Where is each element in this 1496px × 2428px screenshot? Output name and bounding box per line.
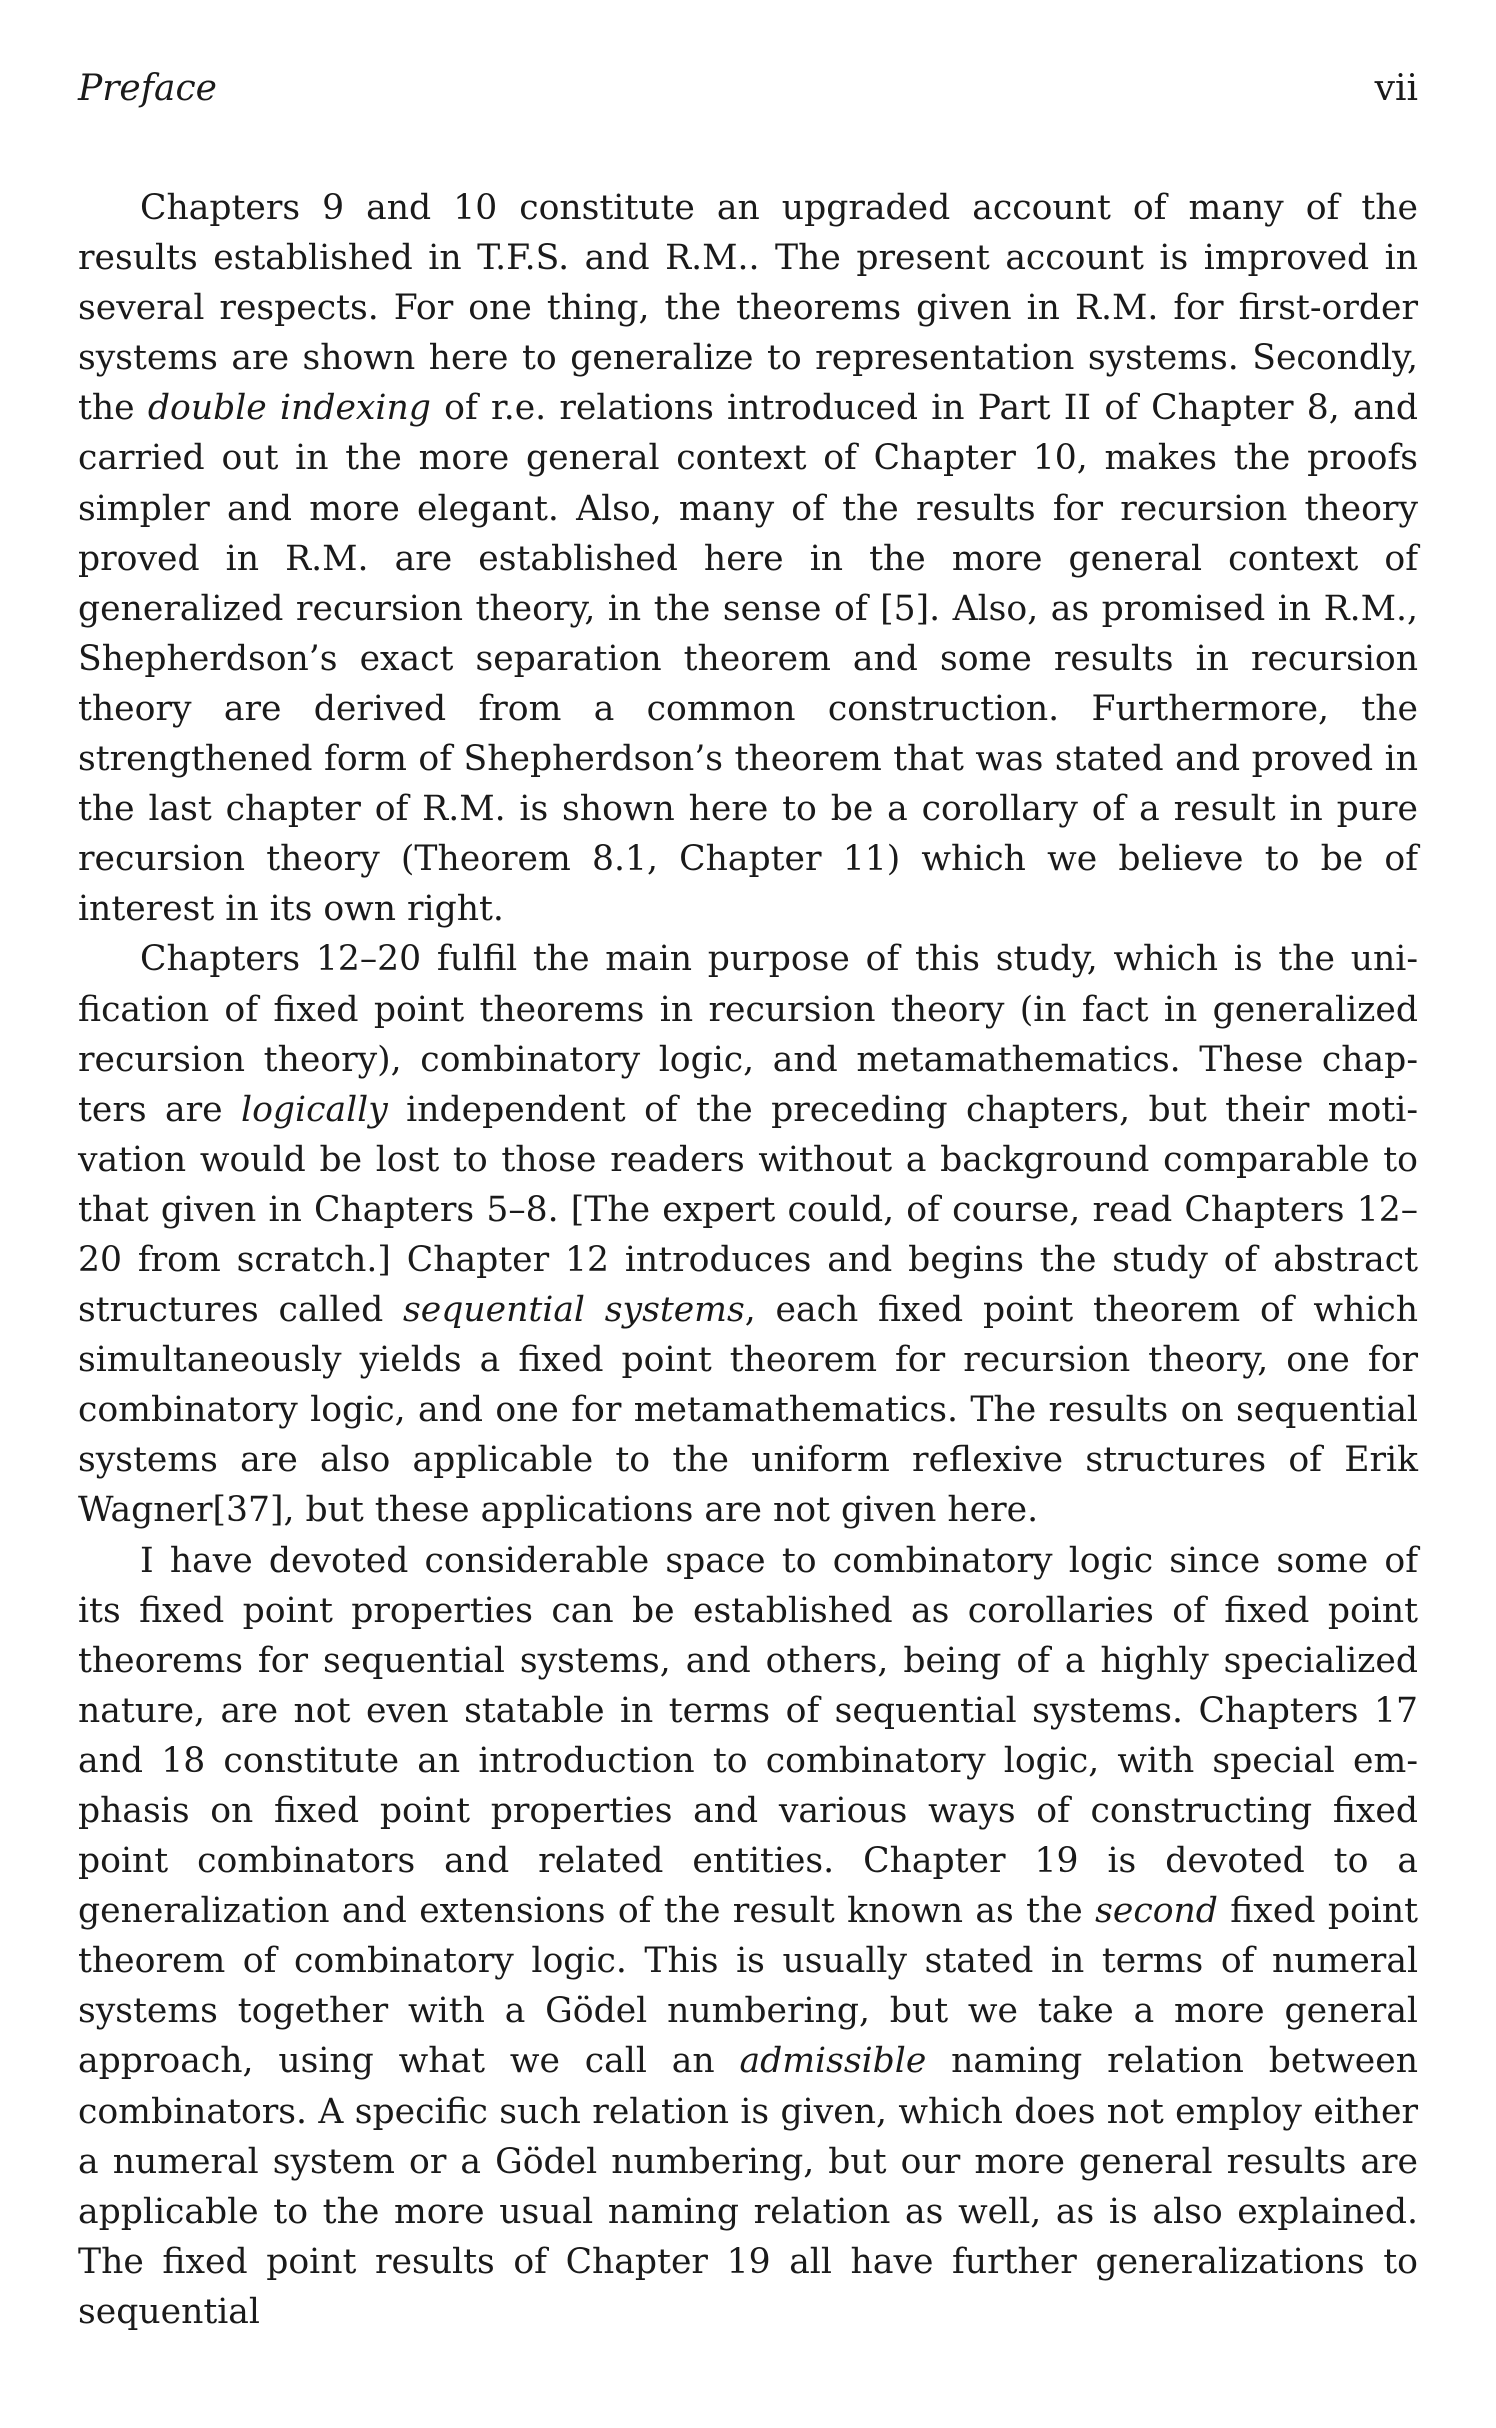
page-body [78, 183, 1418, 2337]
running-title: Preface [78, 68, 217, 109]
paragraph-combinatory-logic [78, 1536, 1418, 2338]
text-segment: I have devoted considerable space to combinatory logic since some of its fixed point properties can be established as corollaries of fixed point theorems for sequential systems, and others, being of a highly specialized nature, are not even statable in terms of sequential systems. Chapters 17 and 18 constitute an introduction to combinatory logic, with special emphasis on fixed point properties and various ways of constructing fixed point combinators and related entities. Chapter 19 is devoted to a generalization and extensions of the result known as the [78, 1540, 1418, 1932]
emphasis-double-indexing: double indexing [147, 388, 431, 429]
emphasis-second: second [1095, 1891, 1218, 1932]
page-number: vii [1374, 68, 1418, 109]
emphasis-logically: logically [241, 1089, 388, 1130]
paragraph-chapters-12-20 [78, 934, 1418, 1535]
page-header [78, 64, 1418, 114]
emphasis-admissible: admissible [739, 2041, 927, 2082]
text-segment: of r.e. relations introduced in Part II of Chapter 8, and carried out in the more general context of Chapter 10, makes the proofs simpler and more elegant. Also, many of the results for recursion theory proved in R.M. are established here in the more general context of generalized recursion theory, in the sense of [5]. Also, as promised in R.M., Shepherdson’s exact separation theorem and some results in recursion theory are derived from a common construction. Furthermore, the strengthened form of Shepherdson’s theorem that was stated and proved in the last chapter of R.M. is shown here to be a corollary of a result in pure recursion theory (Theorem 8.1, Chapter 11) which we believe to be of interest in its own right. [78, 388, 1419, 930]
text-segment: Chapters 12–20 fulfil the main purpose of this study, which is the unification of fixed point theorems in recursion theory (in fact in generalized recursion theory), combinatory logic, and metamathematics. These chapters are [78, 939, 1418, 1130]
text-segment: Chapters 9 and 10 constitute an upgraded account of many of the results established in T.F.S. and R.M.. The present account is improved in several respects. For one thing, the theorems given in R.M. for first-order systems are shown here to generalize to representation systems. Secondly, the [78, 188, 1418, 429]
text-segment: independent of the preceding chapters, but their motivation would be lost to those readers without a background comparable to that given in Chapters 5–8. [The expert could, of course, read Chapters 12–20 from scratch.] Chapter 12 introduces and begins the study of abstract structures called [78, 1089, 1418, 1331]
text-segment: , each fixed point theorem of which simultaneously yields a fixed point theorem for recursion theory, one for combinatory logic, and one for metamathematics. The results on sequential systems are also applicable to the uniform reflexive structures of Erik Wagner[37], but these applications are not given here. [78, 1290, 1418, 1531]
emphasis-sequential-systems: sequential systems [403, 1290, 745, 1331]
text-segment: fixed point theorem of combinatory logic. This is usually stated in terms of numeral systems together with a Gödel numbering, but we take a more general approach, using what we call an [78, 1891, 1418, 2082]
paragraph-chapters-9-10 [78, 183, 1418, 934]
text-segment: naming relation between combinators. A specific such relation is given, which does not employ either a numeral system or a Gödel numbering, but our more general results are applicable to the more usual naming relation as well, as is also explained. The fixed point results of Chapter 19 all have further generalizations to sequential [78, 2041, 1419, 2332]
